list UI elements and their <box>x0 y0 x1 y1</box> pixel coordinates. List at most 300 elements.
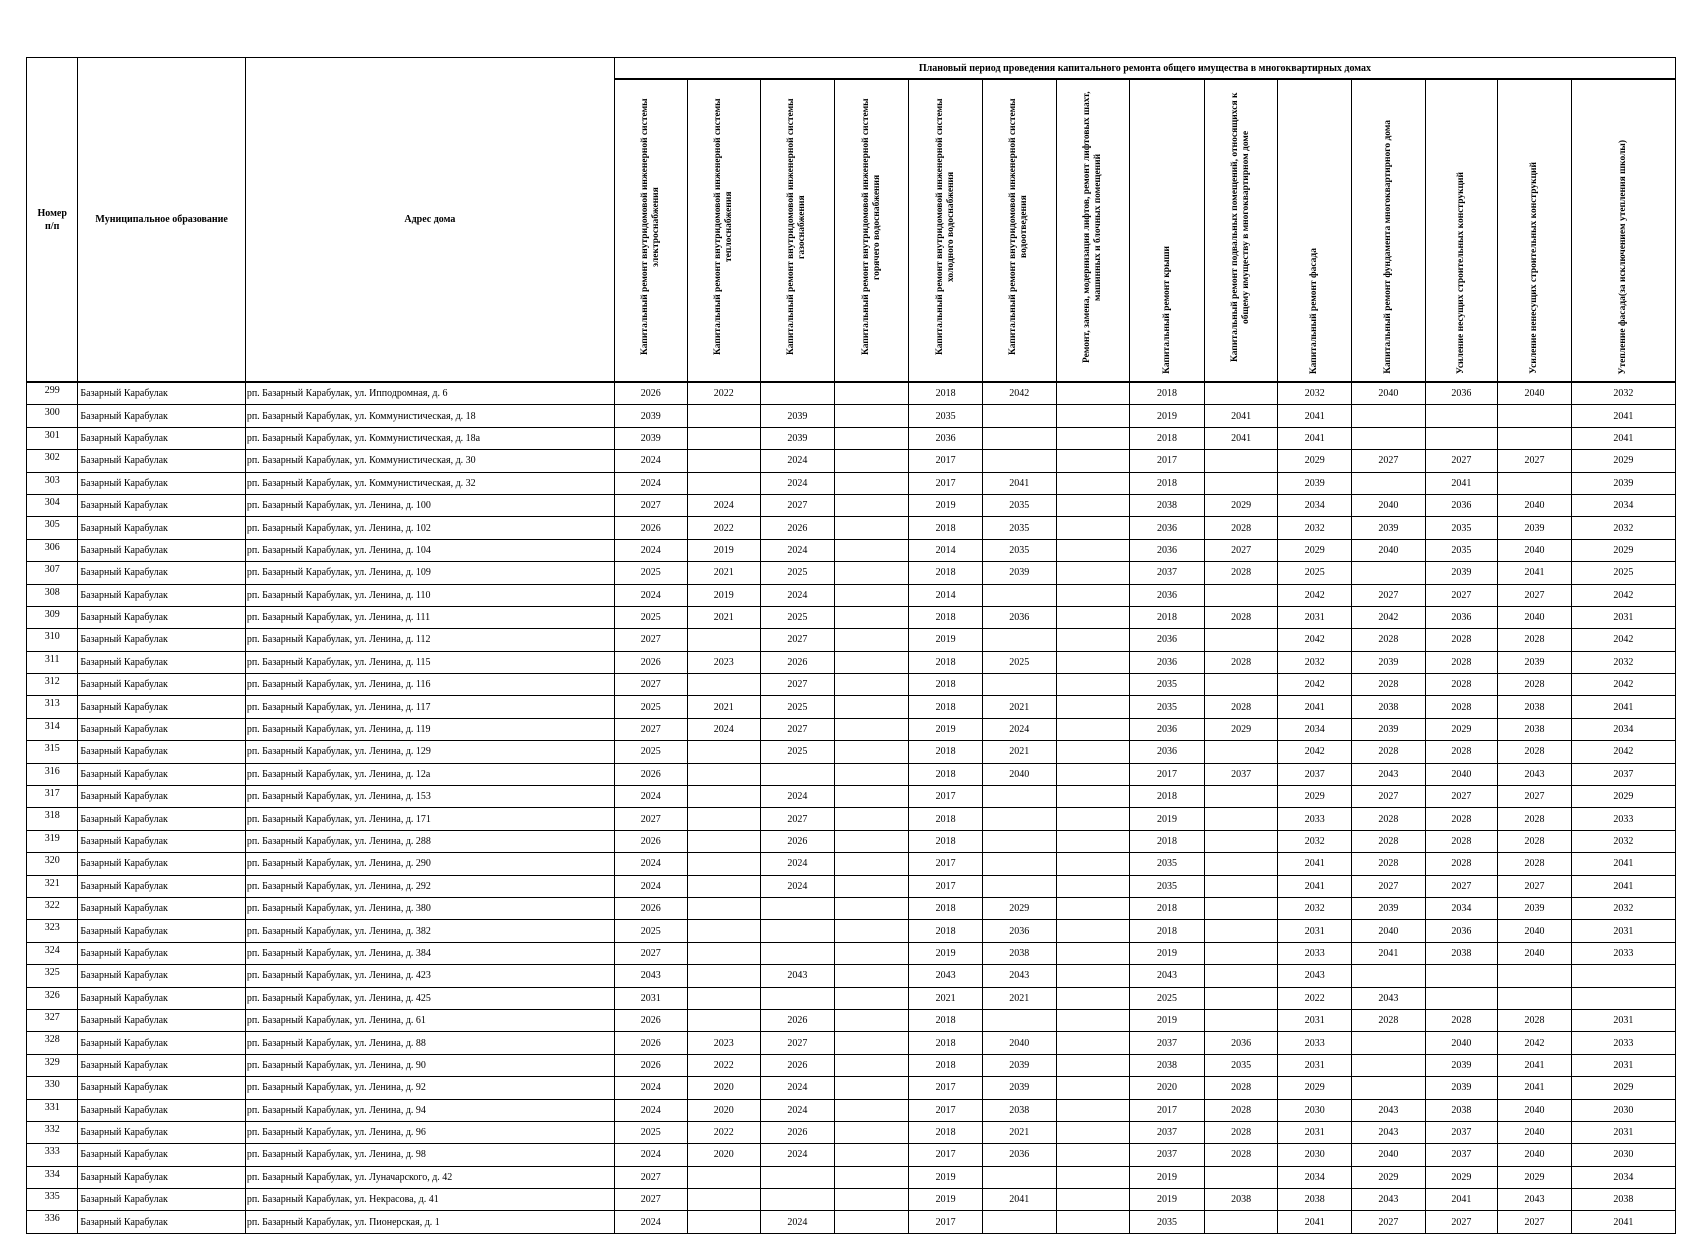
year-cell <box>982 427 1056 449</box>
municipality-cell: Базарный Карабулак <box>78 450 245 472</box>
address-cell: рп. Базарный Карабулак, ул. Пионерская, д. 1 <box>245 1211 614 1233</box>
year-cell: 2037 <box>1130 1121 1205 1143</box>
year-cell <box>982 808 1056 830</box>
year-cell <box>1056 517 1130 539</box>
year-cell <box>1056 1077 1130 1099</box>
year-cell: 2027 <box>761 629 835 651</box>
year-cell <box>1056 494 1130 516</box>
year-cell: 2040 <box>1498 1099 1572 1121</box>
year-cell: 2025 <box>614 562 687 584</box>
year-cell: 2027 <box>761 674 835 696</box>
year-cell <box>687 965 761 987</box>
year-cell: 2043 <box>614 965 687 987</box>
year-cell: 2032 <box>1571 830 1675 852</box>
year-cell: 2018 <box>909 808 983 830</box>
address-cell: рп. Базарный Карабулак, ул. Ленина, д. 88 <box>245 1032 614 1054</box>
year-cell: 2040 <box>1498 1144 1572 1166</box>
row-number: 299 <box>27 382 78 405</box>
year-cell <box>1498 405 1572 427</box>
year-cell: 2019 <box>1130 808 1205 830</box>
year-cell: 2018 <box>909 651 983 673</box>
year-cell: 2026 <box>761 517 835 539</box>
year-cell <box>834 897 909 919</box>
year-cell: 2024 <box>687 718 761 740</box>
header-num <box>27 58 78 383</box>
year-cell: 2018 <box>909 920 983 942</box>
row-number: 316 <box>27 763 78 785</box>
year-cell: 2038 <box>1425 942 1498 964</box>
year-cell: 2017 <box>909 450 983 472</box>
address-cell: рп. Базарный Карабулак, ул. Ленина, д. 117 <box>245 696 614 718</box>
year-cell: 2028 <box>1352 674 1426 696</box>
year-cell: 2017 <box>909 1099 983 1121</box>
municipality-cell: Базарный Карабулак <box>78 584 245 606</box>
year-cell: 2024 <box>614 1099 687 1121</box>
year-cell: 2021 <box>982 741 1056 763</box>
year-cell: 2035 <box>1204 1054 1278 1076</box>
year-cell: 2029 <box>1571 1077 1675 1099</box>
year-cell: 2018 <box>1130 920 1205 942</box>
year-cell: 2027 <box>1425 1211 1498 1233</box>
year-cell: 2040 <box>1425 1032 1498 1054</box>
table-row <box>27 539 1676 561</box>
year-cell: 2027 <box>761 718 835 740</box>
table-row <box>27 1054 1676 1076</box>
year-cell: 2029 <box>1204 718 1278 740</box>
year-cell <box>982 830 1056 852</box>
year-cell: 2041 <box>982 1189 1056 1211</box>
year-cell: 2031 <box>1278 1054 1352 1076</box>
table-row <box>27 1144 1676 1166</box>
year-cell: 2032 <box>1571 897 1675 919</box>
municipality-cell: Базарный Карабулак <box>78 562 245 584</box>
year-cell: 2018 <box>1130 427 1205 449</box>
year-cell: 2027 <box>614 942 687 964</box>
year-cell <box>1056 763 1130 785</box>
address-cell: рп. Базарный Карабулак, ул. Ленина, д. 94 <box>245 1099 614 1121</box>
year-cell: 2039 <box>1498 517 1572 539</box>
year-cell <box>834 494 909 516</box>
year-cell: 2036 <box>1425 382 1498 405</box>
year-cell: 2040 <box>1498 539 1572 561</box>
year-cell <box>761 987 835 1009</box>
year-cell <box>834 629 909 651</box>
year-cell: 2039 <box>1278 472 1352 494</box>
year-cell: 2024 <box>614 853 687 875</box>
year-cell: 2027 <box>1498 786 1572 808</box>
year-cell: 2036 <box>1130 629 1205 651</box>
year-cell: 2035 <box>982 539 1056 561</box>
municipality-cell: Базарный Карабулак <box>78 763 245 785</box>
header-municipality-label: Муниципальное образование <box>95 214 228 225</box>
year-cell: 2018 <box>909 517 983 539</box>
table-body <box>27 382 1676 1233</box>
year-cell: 2040 <box>982 763 1056 785</box>
year-cell: 2039 <box>761 427 835 449</box>
year-cell: 2019 <box>1130 1166 1205 1188</box>
year-cell <box>834 965 909 987</box>
address-cell: рп. Базарный Карабулак, ул. Ленина, д. 115 <box>245 651 614 673</box>
year-cell <box>687 741 761 763</box>
year-cell: 2028 <box>1498 629 1572 651</box>
year-cell <box>1204 897 1278 919</box>
year-cell: 2036 <box>1130 539 1205 561</box>
address-cell: рп. Базарный Карабулак, ул. Ленина, д. 100 <box>245 494 614 516</box>
year-cell <box>761 763 835 785</box>
year-cell: 2036 <box>909 427 983 449</box>
year-cell: 2019 <box>1130 405 1205 427</box>
table-row <box>27 651 1676 673</box>
year-cell: 2024 <box>687 494 761 516</box>
address-cell: рп. Базарный Карабулак, ул. Ленина, д. 382 <box>245 920 614 942</box>
address-cell: рп. Базарный Карабулак, ул. Ленина, д. 102 <box>245 517 614 539</box>
year-cell: 2027 <box>614 494 687 516</box>
year-cell: 2028 <box>1498 808 1572 830</box>
header-planned-period <box>614 58 1675 80</box>
year-cell: 2038 <box>1352 696 1426 718</box>
row-number: 330 <box>27 1077 78 1099</box>
year-cell <box>1204 674 1278 696</box>
header-work-type-label: Усиление несущих строительных конструкций <box>1455 171 1466 374</box>
row-number: 324 <box>27 942 78 964</box>
year-cell: 2027 <box>614 629 687 651</box>
year-cell: 2036 <box>1130 651 1205 673</box>
year-cell: 2037 <box>1425 1121 1498 1143</box>
municipality-cell: Базарный Карабулак <box>78 830 245 852</box>
table-row <box>27 1009 1676 1031</box>
header-work-type-label: Капитальный ремонт внутридомовой инженерной системы газоснабжения <box>786 98 808 356</box>
year-cell: 2028 <box>1204 606 1278 628</box>
year-cell: 2029 <box>1425 718 1498 740</box>
address-cell: рп. Базарный Карабулак, ул. Ленина, д. 110 <box>245 584 614 606</box>
year-cell: 2033 <box>1278 1032 1352 1054</box>
year-cell: 2038 <box>1130 494 1205 516</box>
row-number: 335 <box>27 1189 78 1211</box>
year-cell <box>1204 1166 1278 1188</box>
year-cell <box>982 786 1056 808</box>
address-cell: рп. Базарный Карабулак, ул. Ленина, д. 112 <box>245 629 614 651</box>
year-cell <box>1352 1077 1426 1099</box>
year-cell <box>1204 472 1278 494</box>
year-cell: 2014 <box>909 539 983 561</box>
year-cell: 2031 <box>1278 1121 1352 1143</box>
year-cell: 2042 <box>982 382 1056 405</box>
municipality-cell: Базарный Карабулак <box>78 494 245 516</box>
year-cell: 2041 <box>1425 1189 1498 1211</box>
year-cell: 2035 <box>1425 517 1498 539</box>
row-number: 322 <box>27 897 78 919</box>
year-cell <box>1352 965 1426 987</box>
year-cell <box>982 1211 1056 1233</box>
year-cell: 2043 <box>1352 763 1426 785</box>
year-cell: 2028 <box>1425 853 1498 875</box>
year-cell: 2017 <box>909 1211 983 1233</box>
year-cell <box>834 763 909 785</box>
year-cell: 2039 <box>1352 517 1426 539</box>
year-cell: 2036 <box>982 1144 1056 1166</box>
year-cell <box>982 450 1056 472</box>
year-cell: 2040 <box>982 1032 1056 1054</box>
year-cell <box>761 920 835 942</box>
year-cell: 2030 <box>1571 1099 1675 1121</box>
year-cell <box>834 539 909 561</box>
year-cell: 2027 <box>761 808 835 830</box>
address-cell: рп. Базарный Карабулак, ул. Коммунистическая, д. 18а <box>245 427 614 449</box>
year-cell <box>1056 853 1130 875</box>
year-cell <box>1056 808 1130 830</box>
year-cell: 2042 <box>1571 674 1675 696</box>
year-cell: 2033 <box>1571 1032 1675 1054</box>
year-cell: 2035 <box>982 494 1056 516</box>
year-cell: 2019 <box>1130 942 1205 964</box>
year-cell <box>1056 987 1130 1009</box>
year-cell <box>982 875 1056 897</box>
year-cell: 2026 <box>614 517 687 539</box>
year-cell: 2037 <box>1130 1032 1205 1054</box>
year-cell <box>1056 830 1130 852</box>
year-cell: 2022 <box>1278 987 1352 1009</box>
year-cell <box>834 651 909 673</box>
year-cell: 2018 <box>1130 382 1205 405</box>
year-cell: 2026 <box>761 1009 835 1031</box>
year-cell <box>834 853 909 875</box>
year-cell: 2027 <box>614 1189 687 1211</box>
municipality-cell: Базарный Карабулак <box>78 472 245 494</box>
header-work-type-label: Капитальный ремонт фасада <box>1309 247 1320 374</box>
year-cell: 2029 <box>1425 1166 1498 1188</box>
year-cell <box>834 1077 909 1099</box>
row-number: 303 <box>27 472 78 494</box>
year-cell <box>1056 584 1130 606</box>
year-cell: 2040 <box>1425 763 1498 785</box>
year-cell: 2018 <box>1130 786 1205 808</box>
year-cell: 2028 <box>1498 830 1572 852</box>
address-cell: рп. Базарный Карабулак, ул. Ленина, д. 380 <box>245 897 614 919</box>
year-cell: 2038 <box>982 942 1056 964</box>
year-cell: 2031 <box>1571 1121 1675 1143</box>
year-cell: 2026 <box>761 1121 835 1143</box>
year-cell <box>1056 897 1130 919</box>
year-cell: 2040 <box>1498 942 1572 964</box>
municipality-cell: Базарный Карабулак <box>78 539 245 561</box>
address-cell: рп. Базарный Карабулак, ул. Ленина, д. 12а <box>245 763 614 785</box>
header-address <box>245 58 614 383</box>
year-cell <box>1204 942 1278 964</box>
year-cell: 2017 <box>909 472 983 494</box>
year-cell <box>1204 965 1278 987</box>
year-cell: 2040 <box>1498 382 1572 405</box>
header-address-label: Адрес дома <box>404 214 456 225</box>
year-cell: 2025 <box>1571 562 1675 584</box>
year-cell: 2029 <box>1571 539 1675 561</box>
year-cell: 2024 <box>761 1144 835 1166</box>
year-cell <box>834 875 909 897</box>
year-cell: 2027 <box>1352 875 1426 897</box>
year-cell <box>687 920 761 942</box>
year-cell: 2039 <box>1498 651 1572 673</box>
year-cell: 2039 <box>982 1054 1056 1076</box>
year-cell <box>1056 1054 1130 1076</box>
row-number: 315 <box>27 741 78 763</box>
year-cell <box>687 674 761 696</box>
year-cell: 2037 <box>1130 562 1205 584</box>
address-cell: рп. Базарный Карабулак, ул. Ленина, д. 61 <box>245 1009 614 1031</box>
year-cell: 2022 <box>687 1121 761 1143</box>
year-cell: 2031 <box>1571 606 1675 628</box>
year-cell: 2035 <box>1130 875 1205 897</box>
year-cell <box>834 674 909 696</box>
year-cell: 2039 <box>614 427 687 449</box>
year-cell: 2041 <box>1278 875 1352 897</box>
municipality-cell: Базарный Карабулак <box>78 808 245 830</box>
year-cell <box>1204 920 1278 942</box>
year-cell: 2026 <box>614 1054 687 1076</box>
year-cell: 2041 <box>1571 696 1675 718</box>
year-cell: 2026 <box>614 382 687 405</box>
year-cell <box>1056 539 1130 561</box>
table-row <box>27 875 1676 897</box>
year-cell: 2024 <box>761 1077 835 1099</box>
municipality-cell: Базарный Карабулак <box>78 1077 245 1099</box>
year-cell <box>1425 427 1498 449</box>
row-number: 302 <box>27 450 78 472</box>
year-cell <box>687 942 761 964</box>
address-cell: рп. Базарный Карабулак, ул. Ленина, д. 171 <box>245 808 614 830</box>
year-cell <box>1056 674 1130 696</box>
year-cell: 2038 <box>1278 1189 1352 1211</box>
header-municipality <box>78 58 245 383</box>
year-cell: 2024 <box>761 539 835 561</box>
year-cell: 2017 <box>1130 763 1205 785</box>
year-cell: 2041 <box>1571 1211 1675 1233</box>
header-work-type <box>909 79 983 382</box>
address-cell: рп. Базарный Карабулак, ул. Коммунистическая, д. 30 <box>245 450 614 472</box>
year-cell: 2024 <box>614 1077 687 1099</box>
municipality-cell: Базарный Карабулак <box>78 517 245 539</box>
year-cell: 2028 <box>1352 853 1426 875</box>
year-cell: 2028 <box>1352 830 1426 852</box>
table-row <box>27 1211 1676 1233</box>
year-cell: 2029 <box>1278 450 1352 472</box>
year-cell: 2038 <box>1498 696 1572 718</box>
year-cell: 2036 <box>1425 494 1498 516</box>
year-cell: 2025 <box>614 1121 687 1143</box>
year-cell: 2021 <box>982 1121 1056 1143</box>
address-cell: рп. Базарный Карабулак, ул. Ленина, д. 425 <box>245 987 614 1009</box>
year-cell <box>834 517 909 539</box>
year-cell: 2027 <box>614 1166 687 1188</box>
year-cell <box>1056 427 1130 449</box>
table-row <box>27 674 1676 696</box>
year-cell: 2022 <box>687 1054 761 1076</box>
municipality-cell: Базарный Карабулак <box>78 965 245 987</box>
year-cell: 2027 <box>614 674 687 696</box>
year-cell: 2035 <box>909 405 983 427</box>
table-row <box>27 853 1676 875</box>
year-cell <box>834 718 909 740</box>
address-cell: рп. Базарный Карабулак, ул. Ленина, д. 116 <box>245 674 614 696</box>
year-cell <box>1056 942 1130 964</box>
row-number: 301 <box>27 427 78 449</box>
year-cell: 2037 <box>1130 1144 1205 1166</box>
row-number: 323 <box>27 920 78 942</box>
year-cell: 2018 <box>909 382 983 405</box>
year-cell: 2018 <box>1130 830 1205 852</box>
year-cell: 2039 <box>614 405 687 427</box>
address-cell: рп. Базарный Карабулак, ул. Ипподромная, д. 6 <box>245 382 614 405</box>
year-cell: 2018 <box>909 741 983 763</box>
year-cell: 2027 <box>1204 539 1278 561</box>
year-cell: 2027 <box>1425 450 1498 472</box>
address-cell: рп. Базарный Карабулак, ул. Ленина, д. 129 <box>245 741 614 763</box>
year-cell: 2028 <box>1352 1009 1426 1031</box>
address-cell: рп. Базарный Карабулак, ул. Ленина, д. 92 <box>245 1077 614 1099</box>
year-cell: 2028 <box>1498 853 1572 875</box>
year-cell <box>687 1009 761 1031</box>
year-cell: 2026 <box>614 1032 687 1054</box>
row-number: 328 <box>27 1032 78 1054</box>
year-cell: 2021 <box>687 562 761 584</box>
address-cell: рп. Базарный Карабулак, ул. Коммунистическая, д. 18 <box>245 405 614 427</box>
year-cell: 2041 <box>1571 853 1675 875</box>
address-cell: рп. Базарный Карабулак, ул. Ленина, д. 98 <box>245 1144 614 1166</box>
table-row <box>27 965 1676 987</box>
year-cell: 2031 <box>614 987 687 1009</box>
row-number: 332 <box>27 1121 78 1143</box>
year-cell: 2024 <box>614 539 687 561</box>
year-cell: 2029 <box>1278 1077 1352 1099</box>
year-cell <box>687 830 761 852</box>
header-work-type <box>1498 79 1572 382</box>
address-cell: рп. Базарный Карабулак, ул. Ленина, д. 109 <box>245 562 614 584</box>
year-cell <box>687 987 761 1009</box>
year-cell: 2024 <box>982 718 1056 740</box>
year-cell: 2035 <box>1130 1211 1205 1233</box>
year-cell: 2018 <box>1130 606 1205 628</box>
header-work-type <box>834 79 909 382</box>
year-cell: 2042 <box>1571 629 1675 651</box>
table-row <box>27 696 1676 718</box>
year-cell <box>1204 1211 1278 1233</box>
row-number: 306 <box>27 539 78 561</box>
year-cell: 2039 <box>1425 562 1498 584</box>
year-cell: 2027 <box>761 494 835 516</box>
year-cell: 2036 <box>1130 584 1205 606</box>
year-cell: 2035 <box>1130 674 1205 696</box>
row-number: 305 <box>27 517 78 539</box>
year-cell: 2021 <box>982 696 1056 718</box>
year-cell <box>1571 987 1675 1009</box>
year-cell <box>1352 472 1426 494</box>
year-cell: 2028 <box>1425 696 1498 718</box>
year-cell: 2039 <box>1352 651 1426 673</box>
year-cell: 2029 <box>1352 1166 1426 1188</box>
header-work-type-label: Капитальный ремонт подвальных помещений, относящихся к общему имуществу в многоквартирном доме <box>1230 92 1252 362</box>
year-cell: 2041 <box>982 472 1056 494</box>
year-cell <box>1571 965 1675 987</box>
year-cell: 2026 <box>614 1009 687 1031</box>
year-cell: 2032 <box>1278 651 1352 673</box>
year-cell: 2024 <box>761 450 835 472</box>
year-cell: 2024 <box>761 1099 835 1121</box>
year-cell <box>982 1009 1056 1031</box>
table-row <box>27 629 1676 651</box>
row-number: 319 <box>27 830 78 852</box>
year-cell: 2043 <box>1498 1189 1572 1211</box>
year-cell: 2036 <box>982 920 1056 942</box>
year-cell <box>1352 427 1426 449</box>
municipality-cell: Базарный Карабулак <box>78 987 245 1009</box>
